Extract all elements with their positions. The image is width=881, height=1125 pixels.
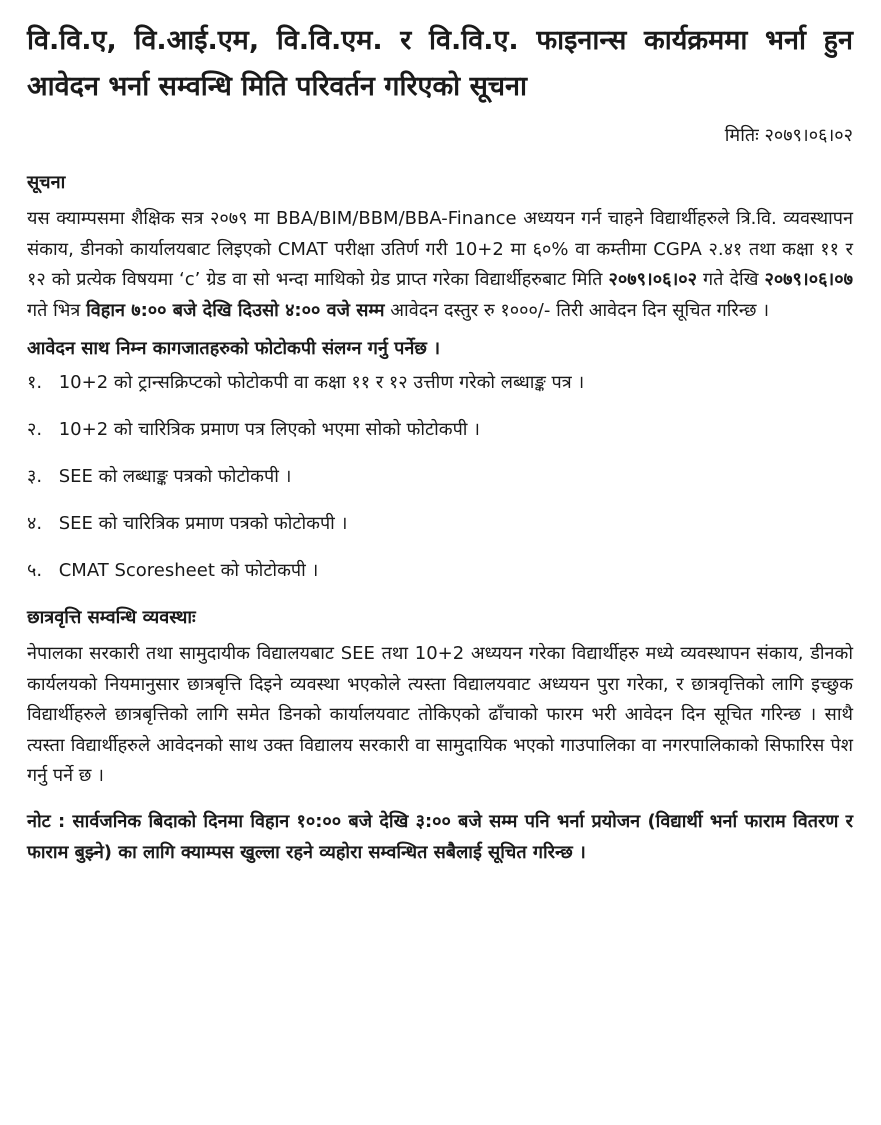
documents-list xyxy=(27,370,853,584)
office-hours: विहान ७:०० बजे देखि दिउसो ४:०० वजे सम्म xyxy=(86,299,385,321)
list-item xyxy=(27,511,853,537)
list-item-number: ५. xyxy=(27,560,43,581)
list-item-number: २. xyxy=(27,419,43,440)
start-date: २०७९।०६।०२ xyxy=(608,269,698,290)
list-item-text: SEE को लब्धाङ्क पत्रको फोटोकपी । xyxy=(58,466,292,487)
admission-text-part-1: यस क्याम्पसमा शैक्षिक सत्र २०७९ मा BBA/BIM/BBM/BBA-Finance अध्ययन गर्न चाहने विद्यार्थीहरुले त्रि.वि. व्यवस्थापन संकाय, डीनको कार्यालयबाट लिइएको CMAT परीक्षा उतिर्ण गरी 10+2 मा ६०% वा कम्तीमा CGPA २.४१ तथा कक्षा ११ र १२ को प्रत्येक विषयमा ‘c’ ग्रेड वा सो भन्दा माथिको ग्रेड प्राप्त गरेका विद्यार्थीहरुबाट मिति xyxy=(27,208,853,290)
list-item-text: 10+2 को चारित्रिक प्रमाण पत्र लिएको भएमा सोको फोटोकपी । xyxy=(58,419,480,440)
section-heading-notice: सूचना xyxy=(27,172,66,193)
list-item-number: १. xyxy=(27,372,43,393)
admission-text-part-4: आवेदन दस्तुर रु १०००/- तिरी आवेदन दिन सूचित गरिन्छ । xyxy=(384,299,770,321)
admission-paragraph xyxy=(27,204,853,326)
list-item xyxy=(27,417,853,443)
list-item-text: CMAT Scoresheet को फोटोकपी । xyxy=(58,560,319,581)
admission-text-part-2: गते देखि xyxy=(697,269,765,290)
list-item xyxy=(27,370,853,396)
section-heading-documents: आवेदन साथ निम्न कागजातहरुको फोटोकपी संलग्न गर्नु पर्नेछ । xyxy=(27,338,441,359)
list-item xyxy=(27,558,853,584)
list-item-number: ४. xyxy=(27,513,43,534)
holiday-note: नोट : सार्वजनिक बिदाको दिनमा विहान १०:०० बजे देखि ३:०० बजे सम्म पनि भर्ना प्रयोजन (विद्यार्थी भर्ना फाराम वितरण र फाराम बुझ्ने) का लागि क्याम्पस खुल्ला रहने व्यहोरा सम्वन्धित सबैलाई सूचित गरिन्छ । xyxy=(27,810,853,863)
list-item-number: ३. xyxy=(27,466,43,487)
section-heading-scholarship: छात्रवृत्ति सम्वन्धि व्यवस्थाः xyxy=(27,607,196,628)
scholarship-paragraph: नेपालका सरकारी तथा सामुदायीक विद्यालयबाट SEE तथा 10+2 अध्ययन गरेका विद्यार्थीहरु मध्ये व्यवस्थापन संकाय, डीनको कार्यलयको नियमानुसार छात्रबृत्ति दिइने व्यवस्था भएकोले त्यस्ता विद्यालयवाट अध्ययन पुरा गरेका, र छात्रवृत्तिको लागि इच्छुक विद्यार्थीहरुले छात्रबृत्तिको लागि समेत डिनको कार्यालयवाट तोकिएको ढाँचाको फारम भरी आवेदन दिन सूचित गरिन्छ । साथै त्यस्ता विद्यार्थीहरुले आवेदनको साथ उक्त विद्यालय सरकारी वा सामुदायिक भएको गाउपालिका वा नगरपालिकाको सिफारिस पेश गर्नु पर्ने छ । xyxy=(27,643,853,786)
end-date: २०७९।०६।०७ xyxy=(764,269,853,290)
list-item-text: SEE को चारित्रिक प्रमाण पत्रको फोटोकपी । xyxy=(58,513,348,534)
notice-date: मितिः २०७९।०६।०२ xyxy=(724,125,853,146)
list-item-text: 10+2 को ट्रान्सक्रिप्टको फोटोकपी वा कक्षा ११ र १२ उत्तीण गरेको लब्धाङ्क पत्र । xyxy=(58,372,585,393)
list-item xyxy=(27,464,853,490)
notice-title: वि.वि.ए, वि.आई.एम, वि.वि.एम. र वि.वि.ए. फाइनान्स कार्यक्रममा भर्ना हुन आवेदन भर्ना सम्वन्धि मिति परिवर्तन गरिएको सूचना xyxy=(27,25,853,102)
admission-text-part-3: गते भित्र xyxy=(27,299,87,321)
